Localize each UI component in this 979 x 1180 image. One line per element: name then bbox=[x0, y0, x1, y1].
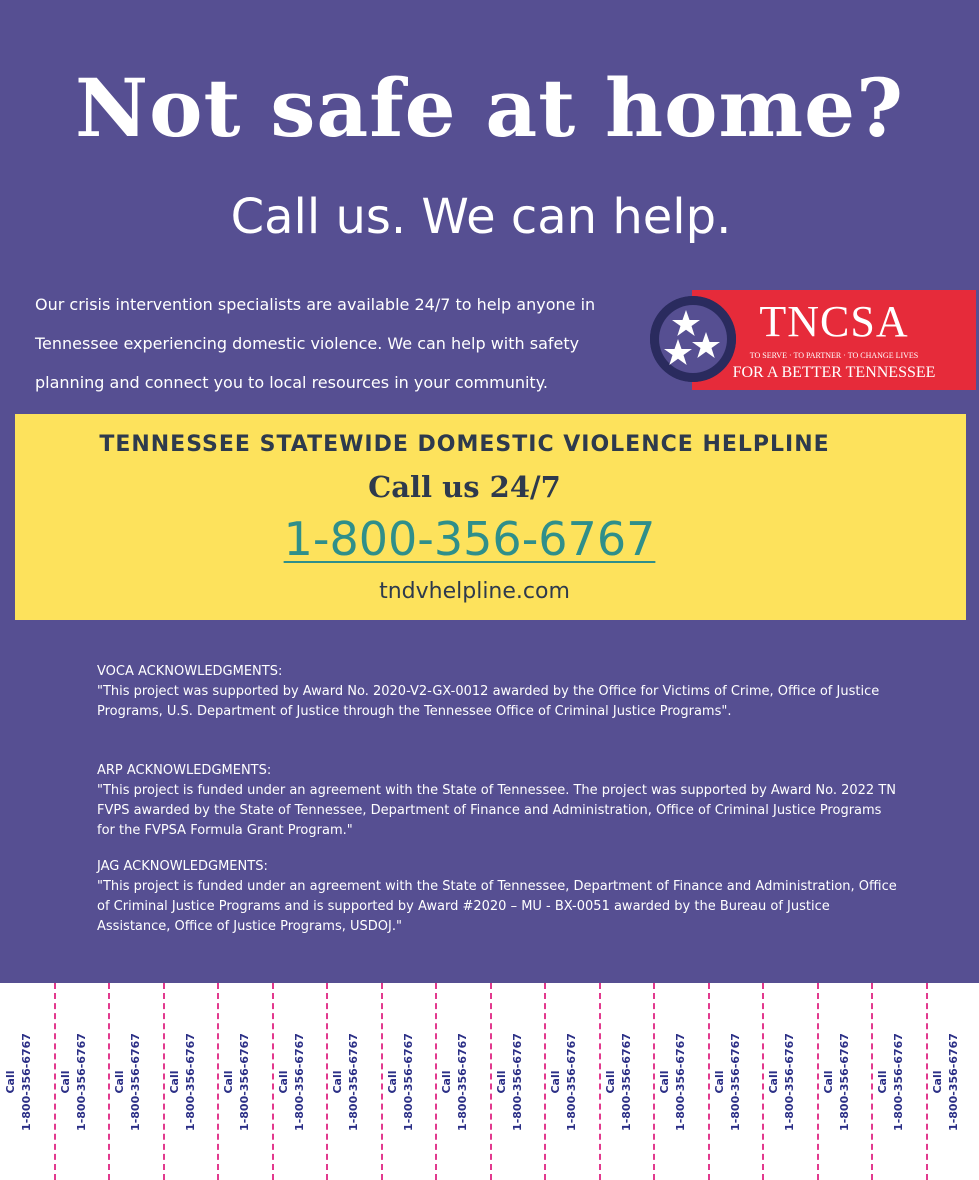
tear-tab[interactable] bbox=[872, 983, 926, 1180]
tear-tab-phone: 1-800-356-6767 bbox=[728, 1032, 742, 1131]
tear-tab-label: Call bbox=[494, 1069, 508, 1094]
tear-tab-phone: 1-800-356-6767 bbox=[20, 1032, 33, 1131]
tear-tab[interactable] bbox=[545, 983, 599, 1180]
intro-line: Our crisis intervention specialists are available 24/7 to help anyone in bbox=[35, 295, 596, 314]
tear-tab-text bbox=[112, 1007, 160, 1157]
cut-line bbox=[708, 983, 710, 1180]
ack-voca bbox=[97, 662, 897, 722]
call-label: Call us 24/7 bbox=[368, 470, 561, 504]
tear-tab-phone: 1-800-356-6767 bbox=[74, 1032, 88, 1131]
tear-tab[interactable] bbox=[273, 983, 327, 1180]
tear-tab-label: Call bbox=[331, 1069, 344, 1094]
tear-tab-text bbox=[167, 1007, 215, 1157]
ack-text: "This project was supported by Award No. 2020-V2-GX-0012 awarded by the Office for Victims of Crime, Office of Justice Programs, U.S. Department of Justice through the Tennessee Office of Criminal Justice Programs". bbox=[97, 684, 880, 719]
tear-tab-phone: 1-800-356-6767 bbox=[510, 1032, 524, 1131]
tear-tab[interactable] bbox=[763, 983, 817, 1180]
cut-line bbox=[817, 983, 819, 1180]
tear-tab[interactable] bbox=[0, 983, 54, 1180]
tear-tab[interactable] bbox=[164, 983, 218, 1180]
cut-line bbox=[381, 983, 383, 1180]
tear-tab-text bbox=[875, 1007, 923, 1157]
cut-line bbox=[544, 983, 546, 1180]
tear-tab-text bbox=[930, 1007, 978, 1157]
ack-text: "This project is funded under an agreement with the State of Tennessee. The project was supported by Award No. 2022 TN FVPS awarded by the State of Tennessee, Department of Finance and Administration, Office of Criminal Justice Programs for the FVPSA Formula Grant Program." bbox=[97, 783, 896, 838]
tear-tab[interactable] bbox=[55, 983, 109, 1180]
intro-line: Tennessee experiencing domestic violence. We can help with safety bbox=[35, 334, 580, 353]
tear-tab-label: Call bbox=[821, 1069, 835, 1094]
tear-tab-phone: 1-800-356-6767 bbox=[892, 1032, 905, 1131]
tear-tab-text bbox=[494, 1007, 542, 1157]
tear-tab-label: Call bbox=[113, 1069, 126, 1094]
cut-line bbox=[653, 983, 655, 1180]
tear-tab-text bbox=[276, 1007, 324, 1157]
cut-line bbox=[54, 983, 56, 1180]
tear-tab-label: Call bbox=[876, 1069, 889, 1094]
tear-tab-label: Call bbox=[167, 1069, 181, 1094]
tear-tab[interactable] bbox=[709, 983, 763, 1180]
cut-line bbox=[762, 983, 764, 1180]
cut-line bbox=[217, 983, 219, 1180]
cut-line bbox=[163, 983, 165, 1180]
tear-tab-phone: 1-800-356-6767 bbox=[565, 1032, 578, 1131]
tear-tab-text bbox=[657, 1007, 705, 1157]
helpline-phone-link[interactable]: 1-800-356-6767 bbox=[283, 512, 656, 566]
tear-tab-phone: 1-800-356-6767 bbox=[837, 1032, 851, 1131]
tear-tab-label: Call bbox=[767, 1069, 780, 1094]
tear-tab-text bbox=[439, 1007, 487, 1157]
tear-tab-text bbox=[548, 1007, 596, 1157]
intro-line: planning and connect you to local resources in your community. bbox=[35, 373, 548, 392]
tear-tab-phone: 1-800-356-6767 bbox=[347, 1032, 360, 1131]
helpline-title: TENNESSEE STATEWIDE DOMESTIC VIOLENCE HELPLINE bbox=[99, 432, 830, 457]
ack-jag bbox=[97, 857, 897, 937]
tear-tab-label: Call bbox=[58, 1069, 72, 1094]
tear-tab-label: Call bbox=[440, 1069, 453, 1094]
tear-tab-phone: 1-800-356-6767 bbox=[456, 1032, 469, 1131]
tear-tab-phone: 1-800-356-6767 bbox=[674, 1032, 687, 1131]
tear-tab-label: Call bbox=[385, 1069, 399, 1094]
tear-tab-phone: 1-800-356-6767 bbox=[946, 1032, 960, 1131]
tear-tab[interactable] bbox=[491, 983, 545, 1180]
tear-tab[interactable] bbox=[218, 983, 272, 1180]
tear-tab-text bbox=[58, 1007, 106, 1157]
tear-tab[interactable] bbox=[600, 983, 654, 1180]
cut-line bbox=[926, 983, 928, 1180]
tear-tab-label: Call bbox=[603, 1069, 617, 1094]
cut-line bbox=[272, 983, 274, 1180]
tear-off-tabs bbox=[0, 983, 979, 1180]
cut-line bbox=[108, 983, 110, 1180]
tncsa-logo bbox=[650, 290, 979, 390]
tear-tab-text bbox=[330, 1007, 378, 1157]
tear-tab-label: Call bbox=[930, 1069, 944, 1094]
logo-subtitle: FOR A BETTER TENNESSEE bbox=[732, 364, 936, 381]
cut-line bbox=[599, 983, 601, 1180]
tear-tab-phone: 1-800-356-6767 bbox=[619, 1032, 633, 1131]
tear-tab-text bbox=[3, 1007, 51, 1157]
tear-tab-phone: 1-800-356-6767 bbox=[238, 1032, 251, 1131]
tear-tab-label: Call bbox=[222, 1069, 235, 1094]
tear-tab-phone: 1-800-356-6767 bbox=[183, 1032, 197, 1131]
tear-tab-text bbox=[221, 1007, 269, 1157]
tear-tab-phone: 1-800-356-6767 bbox=[129, 1032, 142, 1131]
tear-tab-label: Call bbox=[276, 1069, 290, 1094]
headline: Not safe at home? bbox=[75, 61, 904, 155]
tear-tab-text bbox=[603, 1007, 651, 1157]
logo-title: TNCSA bbox=[759, 297, 909, 346]
tear-tab[interactable] bbox=[436, 983, 490, 1180]
cut-line bbox=[435, 983, 437, 1180]
tear-tab[interactable] bbox=[327, 983, 381, 1180]
ack-heading: VOCA ACKNOWLEDGMENTS: bbox=[97, 664, 283, 679]
cut-line bbox=[871, 983, 873, 1180]
tear-tab-text bbox=[821, 1007, 869, 1157]
ack-text: "This project is funded under an agreement with the State of Tennessee, Department of Finance and Administration, Office of Criminal Justice Programs and is supported by Award #2020 – MU - BX-0051 awarded by the Bureau of Justice Assistance, Office of Justice Programs, USDOJ." bbox=[97, 879, 897, 934]
tear-tab-phone: 1-800-356-6767 bbox=[292, 1032, 306, 1131]
cut-line bbox=[490, 983, 492, 1180]
helpline-website[interactable]: tndvhelpline.com bbox=[379, 579, 570, 604]
tear-tab-text bbox=[766, 1007, 814, 1157]
logo-tagline: TO SERVE · TO PARTNER · TO CHANGE LIVES bbox=[749, 351, 919, 360]
ack-heading: JAG ACKNOWLEDGMENTS: bbox=[97, 859, 268, 874]
cut-line bbox=[326, 983, 328, 1180]
tear-tab[interactable] bbox=[818, 983, 872, 1180]
tear-tab-text bbox=[712, 1007, 760, 1157]
tear-tab[interactable] bbox=[109, 983, 163, 1180]
intro-paragraph bbox=[35, 285, 655, 402]
subheadline: Call us. We can help. bbox=[230, 189, 732, 245]
tear-tab[interactable] bbox=[382, 983, 436, 1180]
tear-tab[interactable] bbox=[927, 983, 979, 1180]
tear-tab-phone: 1-800-356-6767 bbox=[401, 1032, 415, 1131]
tear-tab-label: Call bbox=[4, 1069, 17, 1094]
tear-tab-phone: 1-800-356-6767 bbox=[783, 1032, 796, 1131]
ack-heading: ARP ACKNOWLEDGMENTS: bbox=[97, 763, 272, 778]
tear-tab[interactable] bbox=[654, 983, 708, 1180]
tear-tab-label: Call bbox=[712, 1069, 726, 1094]
ack-arp bbox=[97, 761, 897, 841]
tear-tab-text bbox=[385, 1007, 433, 1157]
helpline-phone-wrapper bbox=[0, 512, 939, 566]
tear-tab-label: Call bbox=[549, 1069, 562, 1094]
tear-tab-label: Call bbox=[658, 1069, 671, 1094]
